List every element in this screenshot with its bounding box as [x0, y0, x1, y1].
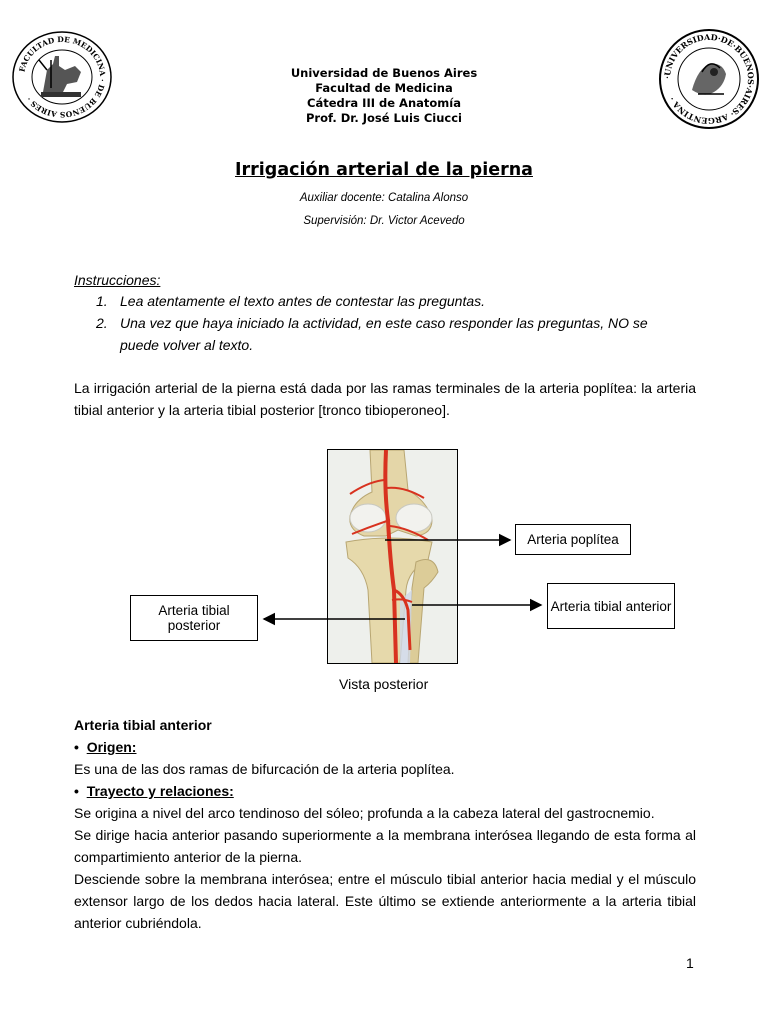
bullet-course-label: Trayecto y relaciones: [86, 783, 234, 799]
bullet-origin-label: Origen: [86, 739, 137, 755]
instruction-number: 1. [96, 293, 108, 309]
teaching-assistant: Auxiliar docente: Catalina Alonso [299, 192, 469, 204]
course-paragraph-3: Desciende sobre la membrana interósea; entre el músculo tibial anterior hacia medial y el músculo extensor largo de los dedos hacia lateral. Este último se extiende anteriormente a la arteria tibial anterior cubriéndola. [74, 871, 696, 931]
instructions-heading: Instrucciones: [74, 272, 161, 288]
course-line-1: Se origina a nivel del arco tendinoso del sóleo; profunda a la cabeza lateral del gastrocnemio. [74, 805, 655, 821]
course-paragraph-2: Se dirige hacia anterior pasando superiormente a la membrana interósea llegando de esta forma al compartimiento anterior de la pierna. [74, 827, 696, 865]
label-anterior-tibial-artery: Arteria tibial anterior [547, 583, 675, 629]
svg-text:FACULTAD DE MEDICINA · DE BUEN: FACULTAD DE MEDICINA · DE BUENOS AIRES · [17, 34, 108, 120]
origin-text: Es una de las dos ramas de bifurcación de la arteria poplítea. [74, 761, 455, 777]
header-faculty: Facultad de Medicina [315, 81, 453, 95]
label-posterior-tibial-artery: Arteria tibial posterior [130, 595, 258, 641]
svg-text:·UNIVERSIDAD·DE·BUENOS·AIRES·: ·UNIVERSIDAD·DE·BUENOS·AIRES· ARGENTINA · [661, 31, 757, 127]
instruction-text: Lea atentamente el texto antes de contestar las preguntas. [120, 293, 486, 309]
instruction-text: Una vez que haya iniciado la actividad, en este caso responder las preguntas, NO se [120, 315, 648, 331]
label-popliteal-artery: Arteria poplítea [515, 524, 631, 555]
section-heading: Arteria tibial anterior [74, 717, 212, 733]
bullet-origin: • Origen: [74, 739, 137, 755]
header-chair: Cátedra III de Anatomía [307, 96, 461, 110]
figure-caption: Vista posterior [339, 676, 429, 692]
header-professor: Prof. Dr. José Luis Ciucci [306, 111, 462, 125]
instruction-item-2-cont: puede volver al texto. [120, 337, 254, 353]
header-university: Universidad de Buenos Aires [290, 66, 478, 80]
bullet-course: • Trayecto y relaciones: [74, 783, 234, 799]
intro-paragraph: La irrigación arterial de la pierna está dada por las ramas terminales de la arteria poplítea: la arteria tibial anterior y la arteria tibial posterior [tronco tibioperoneo]. [74, 380, 696, 418]
page-title: Irrigación arterial de la pierna [235, 160, 533, 180]
supervisor: Supervisión: Dr. Victor Acevedo [303, 215, 465, 227]
page-number: 1 [686, 955, 694, 971]
instruction-number: 2. [96, 315, 108, 331]
